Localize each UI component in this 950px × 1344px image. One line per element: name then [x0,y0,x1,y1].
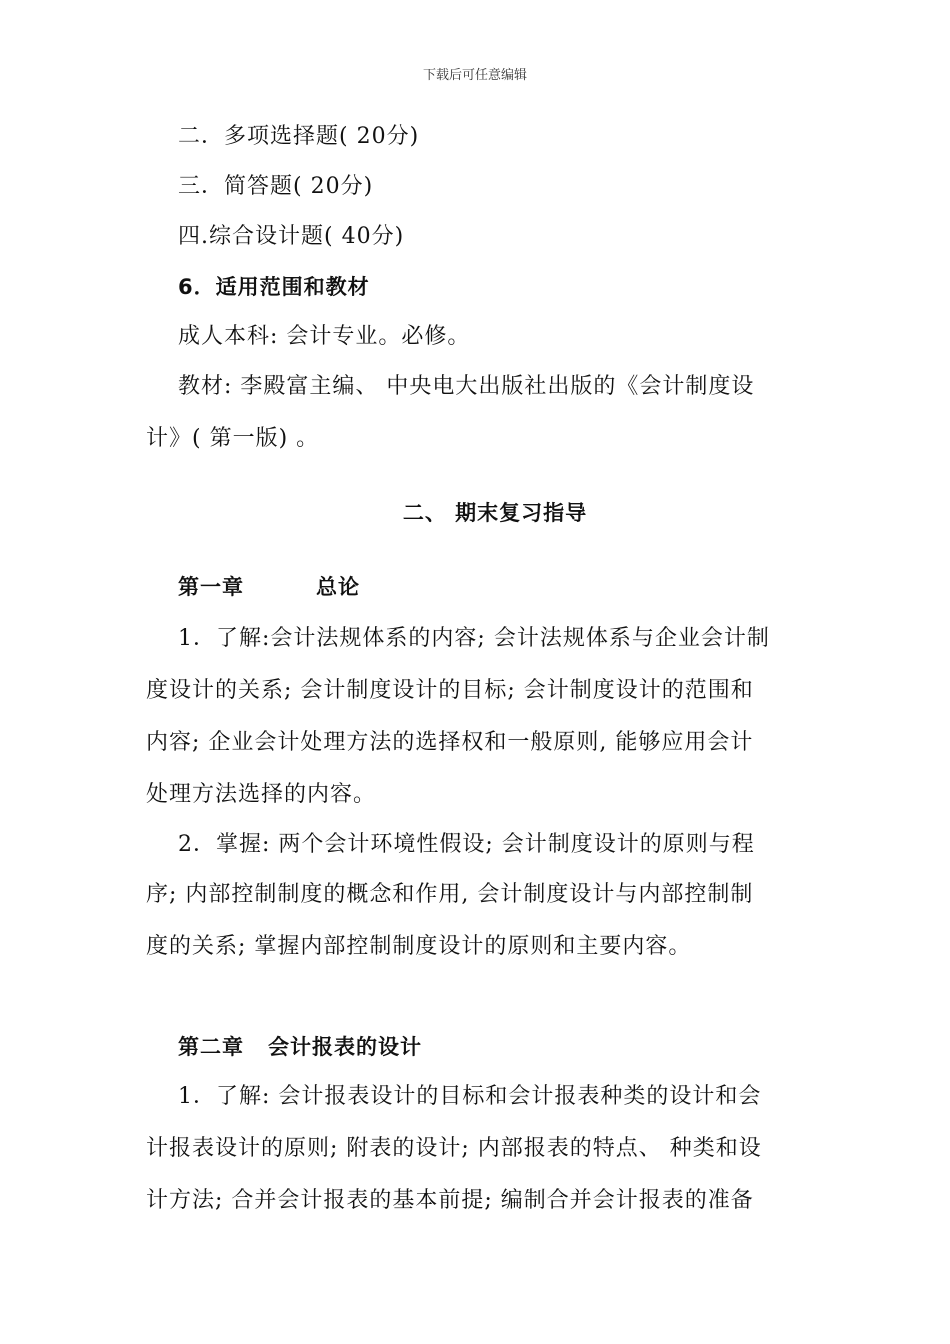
chapter-1-label: 第一章 [178,575,244,599]
scope-heading: 6．适用范围和教材 [178,275,370,299]
chapter-2-heading [178,1032,858,1062]
chapter-2-p1-line: 1．了解: 会计报表设计的目标和会计报表种类的设计和会 [178,1084,762,1109]
page-header-note: 下载后可任意编辑 [422,68,527,83]
chapter-1-p1-line: 1．了解:会计法规体系的内容; 会计法规体系与企业会计制 [178,626,770,651]
chapter-1-name: 总论 [316,575,360,599]
exam-part-multiple-choice: 二．多项选择题( 20分) [178,124,420,149]
chapter-2-p1-line: 计报表设计的原则; 附表的设计; 内部报表的特点、 种类和设 [146,1136,762,1161]
chapter-2-name: 会计报表的设计 [268,1035,422,1059]
chapter-1-heading [178,572,858,602]
chapter-1-p1-line: 度设计的关系; 会计制度设计的目标; 会计制度设计的范围和 [146,678,754,703]
chapter-1-p1-line: 处理方法选择的内容。 [146,782,377,807]
chapter-1-p2-line: 度的关系; 掌握内部控制制度设计的原则和主要内容。 [146,934,692,959]
chapter-2-p1-line: 计方法; 合并会计报表的基本前提; 编制合并会计报表的准备 [146,1188,754,1213]
chapter-2-label: 第二章 [178,1035,244,1059]
chapter-1-p2-line: 序; 内部控制制度的概念和作用, 会计制度设计与内部控制制 [146,882,754,907]
scope-audience: 成人本科: 会计专业。必修。 [178,324,471,349]
textbook-line-1: 教材: 李殿富主编、 中央电大出版社出版的《会计制度设 [178,374,755,399]
section-title: 二、 期末复习指导 [402,501,588,525]
chapter-1-p2-line: 2．掌握: 两个会计环境性假设; 会计制度设计的原则与程 [178,832,755,857]
chapter-1-p1-line: 内容; 企业会计处理方法的选择权和一般原则, 能够应用会计 [146,730,754,755]
exam-part-short-answer: 三．简答题( 20分) [178,174,374,199]
textbook-line-2: 计》( 第一版) 。 [146,426,320,451]
exam-part-design: 四.综合设计题( 40分) [178,224,405,249]
